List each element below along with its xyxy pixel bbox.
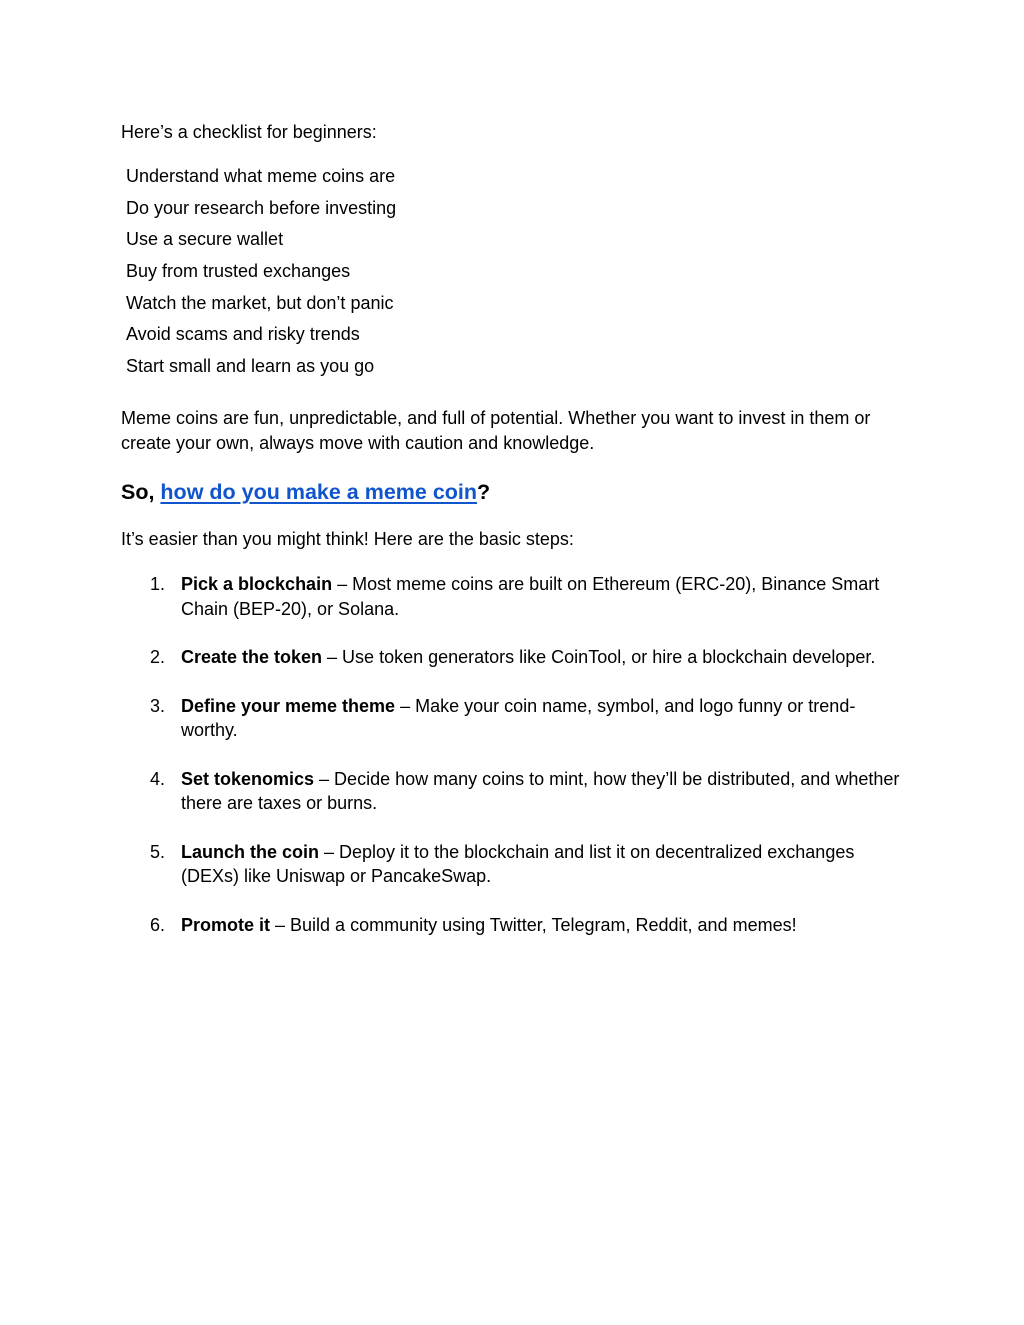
step-description: – Deploy it to the blockchain and list it on decentralized exchanges (DEXs) like Uniswap or PancakeSwap. xyxy=(181,841,855,886)
summary-paragraph: Meme coins are fun, unpredictable, and full of potential. Whether you want to invest in them or create your own, always move with caution and knowledge. xyxy=(121,408,871,453)
checklist-item: Understand what meme coins are xyxy=(126,166,396,186)
step-item xyxy=(150,767,910,816)
step-number: 3. xyxy=(150,695,166,716)
step-description: – Use token generators like CoinTool, or hire a blockchain developer. xyxy=(322,647,876,667)
step-number: 5. xyxy=(150,841,166,862)
checklist-item: Watch the market, but don’t panic xyxy=(126,292,394,313)
step-term: Set tokenomics xyxy=(181,768,315,789)
step-term: Create the token xyxy=(181,647,323,667)
step-item xyxy=(150,913,910,938)
step-number: 4. xyxy=(150,768,166,789)
heading-link[interactable]: how do you make a meme coin xyxy=(160,480,478,504)
step-item xyxy=(150,694,910,743)
step-term: Define your meme theme xyxy=(181,695,396,716)
steps-intro: It’s easier than you might think! Here are the basic steps: xyxy=(121,529,574,549)
step-term: Pick a blockchain xyxy=(181,574,333,594)
step-item xyxy=(150,840,910,889)
checklist-item: Buy from trusted exchanges xyxy=(126,261,351,282)
heading-suffix: ? xyxy=(477,480,491,504)
step-term: Launch the coin xyxy=(181,841,320,862)
checklist-item: Do your research before investing xyxy=(126,197,397,218)
section-heading xyxy=(121,478,490,506)
steps-list xyxy=(150,572,910,961)
checklist-item: Use a secure wallet xyxy=(126,229,284,250)
step-description: – Decide how many coins to mint, how they’ll be distributed, and whether there are taxes or burns. xyxy=(181,768,900,813)
step-number: 2. xyxy=(150,647,166,667)
checklist-intro: Here’s a checklist for beginners: xyxy=(121,122,377,142)
step-number: 6. xyxy=(150,914,166,935)
step-term: Promote it xyxy=(181,914,271,935)
step-item xyxy=(150,572,910,621)
checklist-item: Avoid scams and risky trends xyxy=(126,324,360,345)
step-description: – Build a community using Twitter, Telegram, Reddit, and memes! xyxy=(270,914,797,935)
step-description: – Most meme coins are built on Ethereum (ERC-20), Binance Smart Chain (BEP-20), or Solana. xyxy=(181,574,880,619)
step-description: – Make your coin name, symbol, and logo funny or trend-worthy. xyxy=(181,695,856,740)
step-number: 1. xyxy=(150,574,166,594)
beginner-checklist xyxy=(126,164,396,386)
step-item xyxy=(150,645,910,670)
heading-prefix: So, xyxy=(121,480,161,504)
checklist-item: Start small and learn as you go xyxy=(126,356,375,377)
